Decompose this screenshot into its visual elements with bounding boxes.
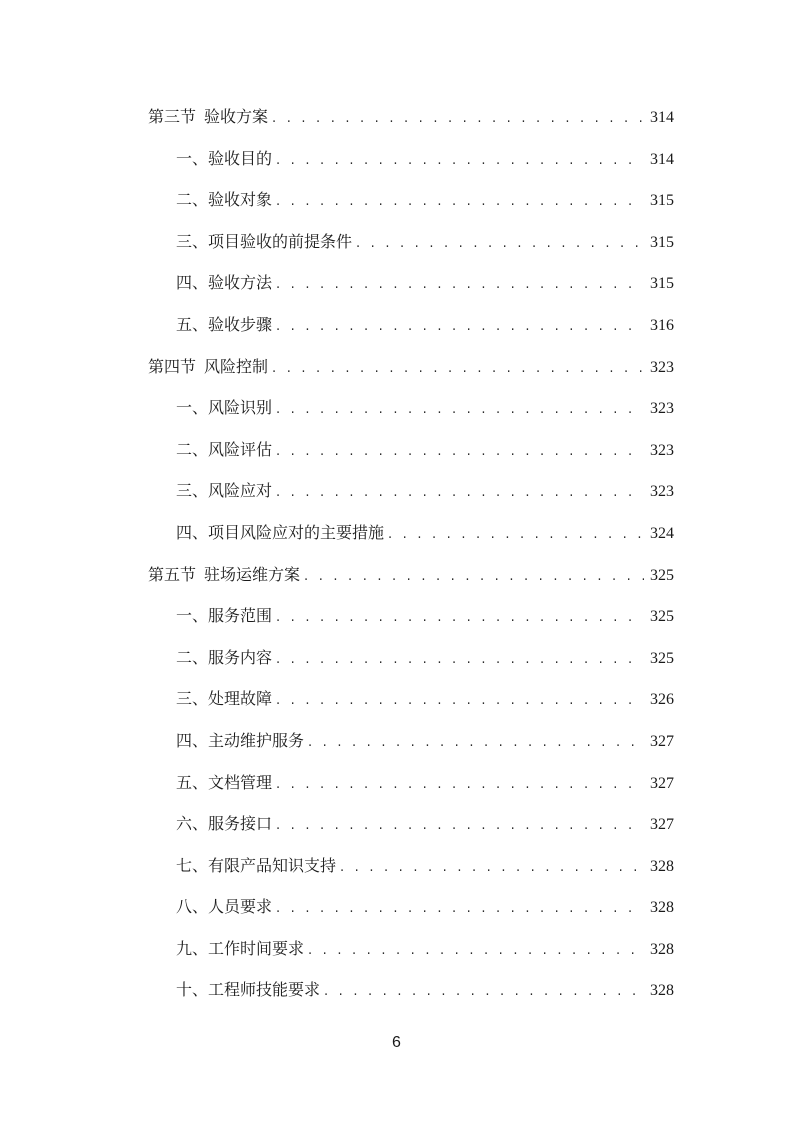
toc-dot-leader [308,930,644,972]
toc-dot-leader [340,847,644,889]
toc-entry[interactable] [0,179,793,221]
toc-entry[interactable] [0,637,793,679]
toc-entry[interactable] [0,262,793,304]
toc-dot-leader [272,98,644,140]
toc-dot-leader [324,971,644,1013]
toc-entry-title: 验收方案 [204,107,269,126]
toc-entry[interactable] [0,845,793,887]
table-of-contents [0,96,793,1011]
toc-dot-leader [276,431,644,473]
toc-page-number: 323 [650,358,674,376]
toc-entry-title: 九、工作时间要求 [176,938,305,958]
toc-entry-title: 二、验收对象 [176,190,273,210]
toc-entry-title: 六、服务接口 [176,814,273,834]
toc-entry-title: 十、工程师技能要求 [176,980,321,1000]
toc-dot-leader [276,472,644,514]
toc-entry[interactable] [0,554,793,596]
toc-page-number: 316 [650,316,674,334]
toc-entry-label [148,346,268,388]
toc-entry-title: 四、验收方法 [176,273,273,293]
toc-dot-leader [276,389,644,431]
toc-entry-title: 驻场运维方案 [204,564,301,584]
toc-entry[interactable] [0,96,793,138]
toc-dot-leader [276,680,644,722]
toc-dot-leader [388,514,644,556]
toc-entry[interactable] [0,346,793,388]
toc-page-number: 325 [650,649,674,667]
toc-page-number: 315 [650,192,674,210]
toc-entry[interactable] [0,803,793,845]
toc-entry[interactable] [0,720,793,762]
toc-entry-title: 四、主动维护服务 [176,730,305,750]
toc-page-number: 327 [650,774,674,792]
toc-entry[interactable] [0,470,793,512]
toc-entry[interactable] [0,928,793,970]
toc-entry[interactable] [0,221,793,263]
toc-page-number: 314 [650,150,674,168]
toc-entry-title: 八、人员要求 [176,897,273,917]
toc-page-number: 328 [650,940,674,958]
toc-dot-leader [276,140,644,182]
toc-dot-leader [304,556,644,598]
toc-page-number: 328 [650,899,674,917]
toc-page-number: 327 [650,816,674,834]
toc-dot-leader [308,722,644,764]
toc-dot-leader [276,264,644,306]
toc-entry[interactable] [0,969,793,1011]
toc-entry-title: 一、风险识别 [176,398,273,418]
toc-dot-leader [276,888,644,930]
toc-dot-leader [276,639,644,681]
toc-section-number: 第三节 [148,107,197,126]
toc-entry[interactable] [0,387,793,429]
toc-dot-leader [276,764,644,806]
toc-entry-title: 三、风险应对 [176,481,273,501]
toc-dot-leader [276,306,644,348]
toc-page-number: 327 [650,732,674,750]
toc-dot-leader [276,805,644,847]
toc-entry-title: 三、处理故障 [176,689,273,709]
toc-entry-title: 五、文档管理 [176,772,273,792]
toc-page-number: 326 [650,691,674,709]
toc-page-number: 324 [650,524,674,542]
page-number-footer: 6 [392,1034,401,1051]
toc-page-number: 315 [650,233,674,251]
toc-entry-title: 三、项目验收的前提条件 [176,231,353,251]
toc-entry-title: 风险控制 [204,356,269,376]
toc-entry[interactable] [0,304,793,346]
toc-page-number: 323 [650,441,674,459]
toc-dot-leader [276,597,644,639]
toc-entry-label [148,96,268,138]
toc-entry[interactable] [0,762,793,804]
toc-page-number: 323 [650,483,674,501]
toc-entry[interactable] [0,886,793,928]
toc-entry-title: 五、验收步骤 [176,314,273,334]
toc-dot-leader [276,181,644,223]
toc-page-number: 314 [650,109,674,126]
toc-entry[interactable] [0,138,793,180]
toc-entry-title: 四、项目风险应对的主要措施 [176,522,385,542]
toc-section-number: 第五节 [148,564,197,584]
toc-page-number: 328 [650,982,674,1000]
toc-entry-title: 二、服务内容 [176,647,273,667]
toc-page-number: 315 [650,275,674,293]
toc-entry-title: 二、风险评估 [176,439,273,459]
toc-entry-title: 七、有限产品知识支持 [176,855,337,875]
toc-page-number: 325 [650,608,674,626]
toc-entry[interactable] [0,512,793,554]
toc-dot-leader [356,223,644,265]
toc-entry-title: 一、验收目的 [176,148,273,168]
toc-dot-leader [272,348,644,390]
toc-entry[interactable] [0,595,793,637]
toc-section-number: 第四节 [148,356,197,376]
toc-entry-label [148,554,300,596]
toc-entry-title: 一、服务范围 [176,606,273,626]
toc-page-number: 328 [650,857,674,875]
toc-page-number: 323 [650,400,674,418]
toc-entry[interactable] [0,678,793,720]
toc-page-number: 325 [650,566,674,584]
toc-entry[interactable] [0,429,793,471]
